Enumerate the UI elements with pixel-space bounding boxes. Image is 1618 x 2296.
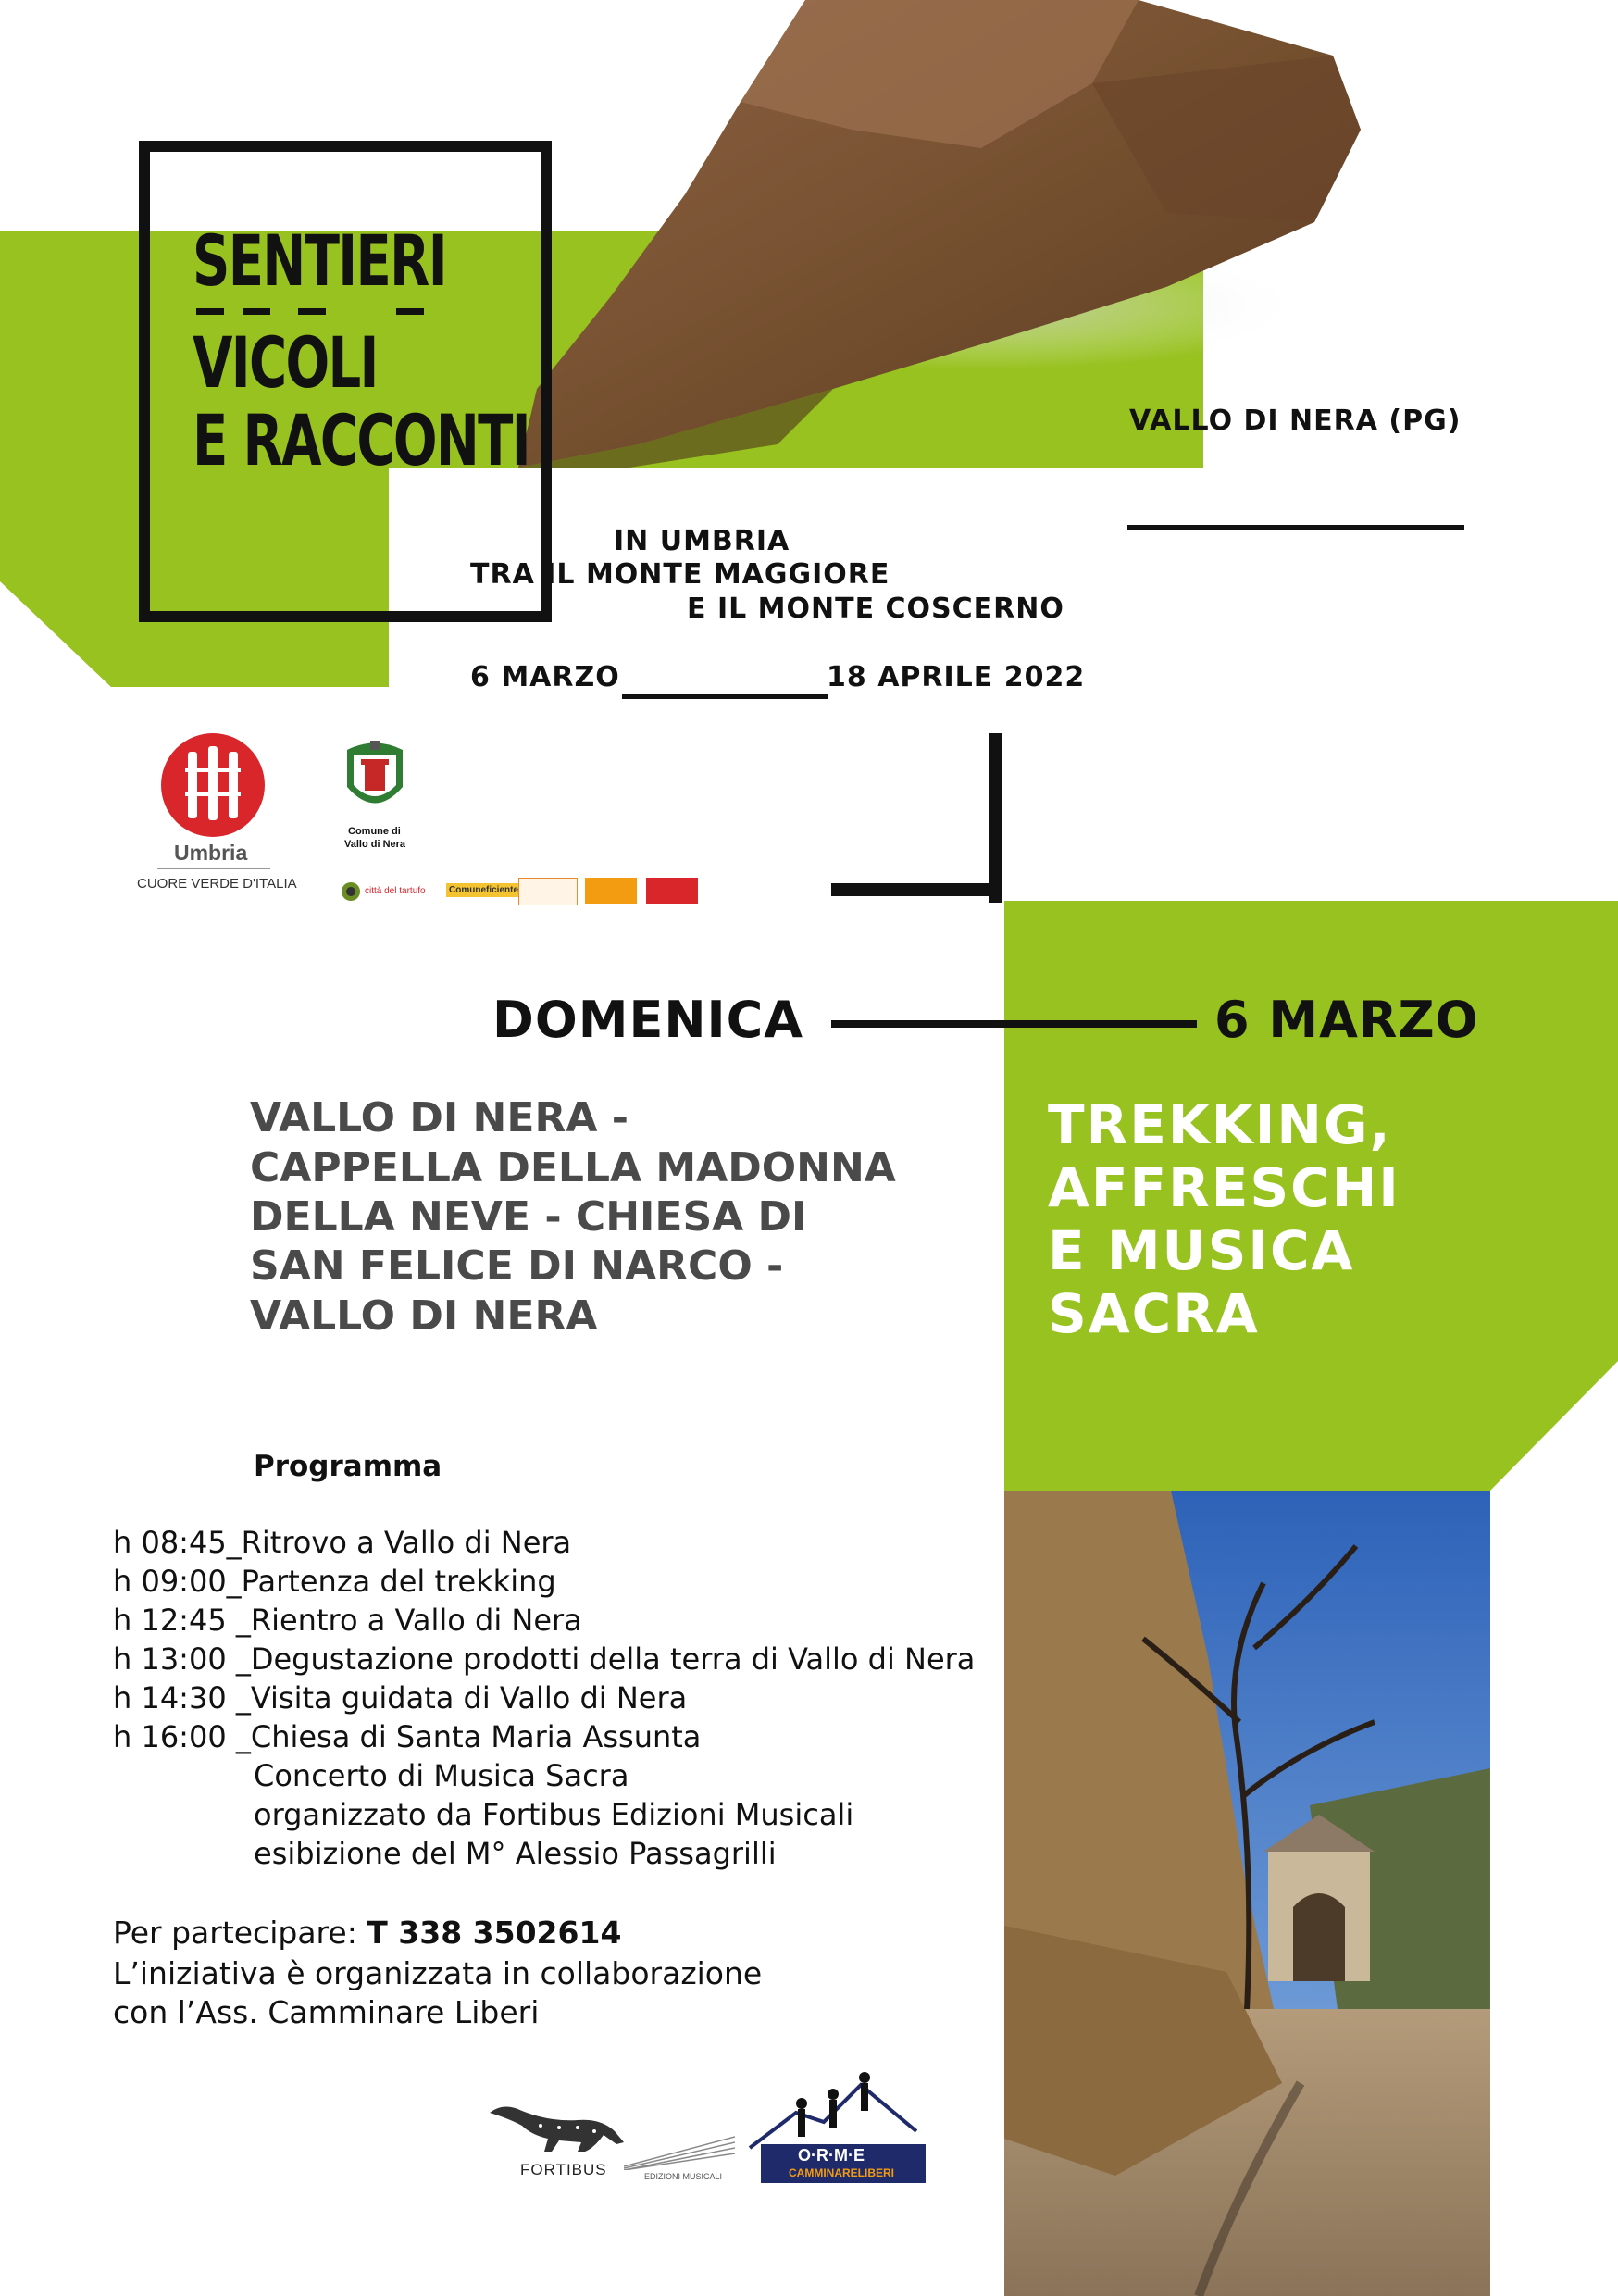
title-dash [298, 308, 326, 315]
program-item: esibizione del M° Alessio Passagrilli [254, 1836, 777, 1871]
trail-photo [1004, 1491, 1490, 2296]
headline-line-2: AFFRESCHI [1048, 1156, 1400, 1219]
route-line-2: CAPPELLA DELLA MADONNA [250, 1144, 896, 1192]
location-rule [1127, 525, 1464, 530]
partner-logo-4 [585, 878, 637, 904]
title-line-1: SENTIERI [193, 219, 446, 302]
orme-plate [761, 2144, 926, 2183]
program-item: organizzato da Fortibus Edizioni Musicali [254, 1797, 854, 1832]
title-dash [396, 308, 424, 315]
subtitle-line-3: E IL MONTE COSCERNO [687, 593, 1064, 625]
fortibus-lines-icon [624, 2133, 735, 2170]
date-range-rule [622, 694, 828, 699]
title-dash [196, 308, 224, 315]
contact-note-2: con l’Ass. Camminare Liberi [113, 1994, 540, 2030]
contact-phone: T 338 3502614 [367, 1915, 622, 1951]
orme-name: O·R·M·E [798, 2146, 865, 2165]
location-label: VALLO DI NERA (PG) [1129, 405, 1462, 437]
route-line-4: SAN FELICE DI NARCO - [250, 1242, 784, 1290]
partner-logos-row [341, 876, 703, 907]
corner-bracket-vertical [989, 733, 1002, 903]
fortibus-logo [485, 2094, 744, 2187]
truffle-icon [341, 878, 361, 902]
program-item: h 16:00 _Chiesa di Santa Maria Assunta [113, 1719, 702, 1754]
title-line-2: VICOLI [193, 321, 378, 404]
fortibus-sub: EDIZIONI MUSICALI [644, 2172, 723, 2181]
title-line-3: E RACCONTI [193, 399, 529, 481]
route-line-3: DELLA NEVE - CHIESA DI [250, 1193, 807, 1241]
umbria-logo [130, 731, 315, 907]
program-item: h 12:45 _Rientro a Vallo di Nera [113, 1603, 582, 1638]
contact-label: Per partecipare: [113, 1915, 367, 1951]
event-date-rule [831, 1020, 1197, 1028]
date-end: 18 APRILE 2022 [827, 661, 1086, 693]
hikers-icon [741, 2066, 926, 2150]
umbria-tagline: CUORE VERDE D'ITALIA [137, 876, 297, 892]
comune-line-2: Vallo di Nera [344, 839, 406, 850]
event-date: 6 MARZO [1214, 991, 1479, 1049]
contact-line [113, 1915, 621, 1951]
subtitle-line-2: TRA IL MONTE MAGGIORE [470, 558, 890, 591]
program-item: h 13:00 _Degustazione prodotti della terra di Vallo di Nera [113, 1641, 976, 1677]
headline-line-4: SACRA [1048, 1282, 1260, 1345]
comune-logo [333, 731, 426, 852]
partner-logo-2: Comuneficiente [446, 883, 521, 897]
headline-line-3: E MUSICA [1048, 1219, 1355, 1282]
program-item: h 09:00_Partenza del trekking [113, 1564, 556, 1599]
event-day: DOMENICA [492, 991, 804, 1049]
subtitle-line-1: IN UMBRIA [614, 525, 790, 557]
route-line-5: VALLO DI NERA [250, 1292, 598, 1340]
title-dash [243, 308, 270, 315]
comune-line-1: Comune di [348, 826, 401, 837]
partner-logo-3 [518, 878, 578, 905]
orme-logo [741, 2066, 926, 2187]
orme-sub: CAMMINARELIBERI [789, 2166, 894, 2179]
headline-line-1: TREKKING, [1048, 1093, 1392, 1156]
fortibus-name: FORTIBUS [520, 2161, 607, 2178]
coat-of-arms-icon [333, 731, 417, 824]
partner-logo-1: città del tartufo [365, 886, 426, 896]
leopard-icon [485, 2094, 633, 2159]
program-item: h 08:45_Ritrovo a Vallo di Nera [113, 1525, 572, 1560]
date-start: 6 MARZO [470, 661, 620, 693]
umbria-divider [157, 868, 270, 869]
program-heading: Programma [254, 1450, 442, 1483]
corner-bracket-horizontal [831, 883, 1002, 896]
contact-note-1: L’iniziativa è organizzata in collaborazione [113, 1955, 763, 1991]
umbria-name: Umbria [174, 841, 248, 865]
partner-logo-5 [646, 878, 698, 904]
route-line-1: VALLO DI NERA - [250, 1094, 629, 1142]
program-item: h 14:30 _Visita guidata di Vallo di Nera [113, 1680, 688, 1716]
program-item: Concerto di Musica Sacra [254, 1758, 629, 1793]
umbria-emblem-icon [130, 731, 315, 842]
